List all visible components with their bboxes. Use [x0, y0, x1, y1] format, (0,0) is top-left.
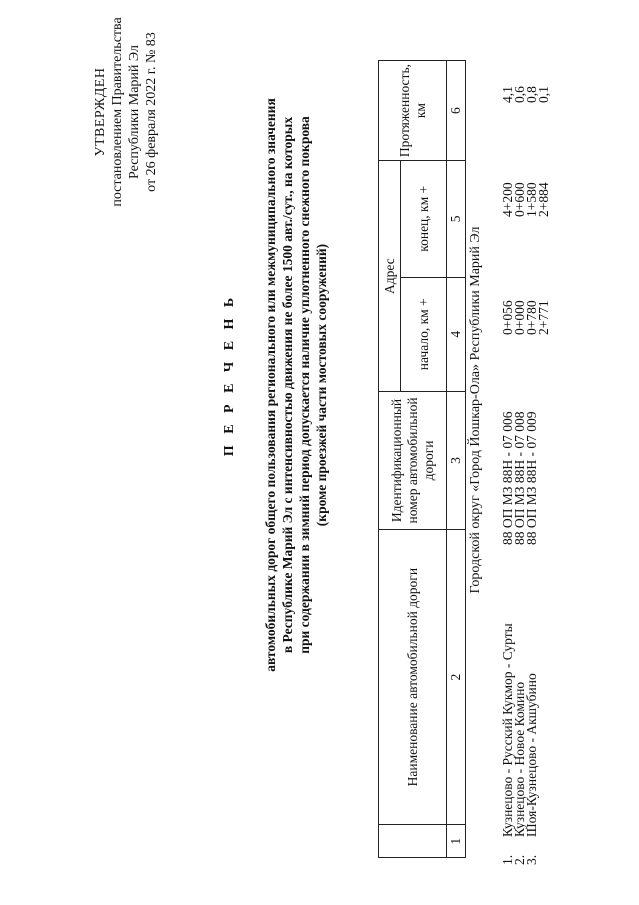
road-id: 88 ОП МЗ 88Н - 07 006 [500, 411, 515, 545]
road-start: 0+000 [512, 300, 527, 335]
header-road-name: Наименование автомобильной дороги [379, 529, 447, 825]
approval-heading: УТВЕРЖДЕН [93, 67, 108, 157]
approval-line: постановлением Правительства [110, 17, 125, 207]
road-name: Кузнецово - Русский Кукмор - Сурты [500, 623, 515, 837]
road-name: Кузнецово - Новое Комино [512, 681, 527, 837]
subtitle-line: в Республике Марий Эл с интенсивностью движения не более 1500 авт./сут., на которых [280, 116, 295, 654]
column-number-cell: 4 [447, 277, 466, 392]
column-number-cell: 2 [447, 529, 466, 825]
header-address-start: начало, км + [401, 277, 447, 392]
subtitle-line: автомобильных дорог общего пользования регионального или межмуниципального значения [263, 98, 278, 672]
row-number: 3. [524, 854, 539, 865]
road-name: Шоя-Кузнецово - Акшубино [524, 673, 539, 837]
roads-list [502, 65, 550, 865]
road-end: 2+884 [536, 182, 551, 217]
road-start: 0+780 [524, 300, 539, 335]
road-length: 0,1 [536, 86, 551, 103]
column-number-cell: 6 [447, 61, 466, 161]
road-end: 1+580 [524, 182, 539, 217]
document-title: П Е Р Е Ч Е Н Ь [222, 293, 237, 457]
document-subtitle [262, 25, 330, 745]
row-number: 1. [500, 854, 515, 865]
subtitle-line: при содержании в зимний период допускается наличие уплотненного снежного покрова [297, 116, 312, 654]
road-length: 0,8 [524, 86, 539, 103]
road-end: 4+200 [500, 182, 515, 217]
header-address-end: конец, км + [401, 161, 447, 277]
column-number-cell: 3 [447, 392, 466, 530]
header-length: Протяженность, км [379, 61, 447, 161]
header-number [379, 825, 447, 858]
road-length: 4,1 [500, 86, 515, 103]
column-number-cell: 1 [447, 825, 466, 858]
approval-stamp [92, 7, 160, 217]
road-id: 88 ОП МЗ 88Н - 07 008 [512, 411, 527, 545]
row-number: 2. [512, 854, 527, 865]
header-address: Адрес [379, 161, 401, 392]
road-end: 0+600 [512, 182, 527, 217]
roads-table-header [378, 60, 466, 858]
approval-date-line: от 26 февраля 2022 г. № 83 [144, 32, 159, 192]
subtitle-line: (кроме проезжей части мостовых сооружений) [314, 243, 329, 527]
approval-line: Республики Марий Эл [127, 45, 142, 179]
road-id: 88 ОП МЗ 88Н - 07 009 [524, 411, 539, 545]
column-number-cell: 5 [447, 161, 466, 277]
header-road-id: Идентификационный номер автомобильной дороги [379, 392, 447, 530]
road-length: 0,6 [512, 86, 527, 103]
region-heading: Городской округ «Город Йошкар-Ола» Республики Марий Эл [468, 226, 483, 594]
table-row [538, 65, 550, 865]
road-start: 0+056 [500, 300, 515, 335]
road-start: 2+771 [536, 300, 551, 335]
